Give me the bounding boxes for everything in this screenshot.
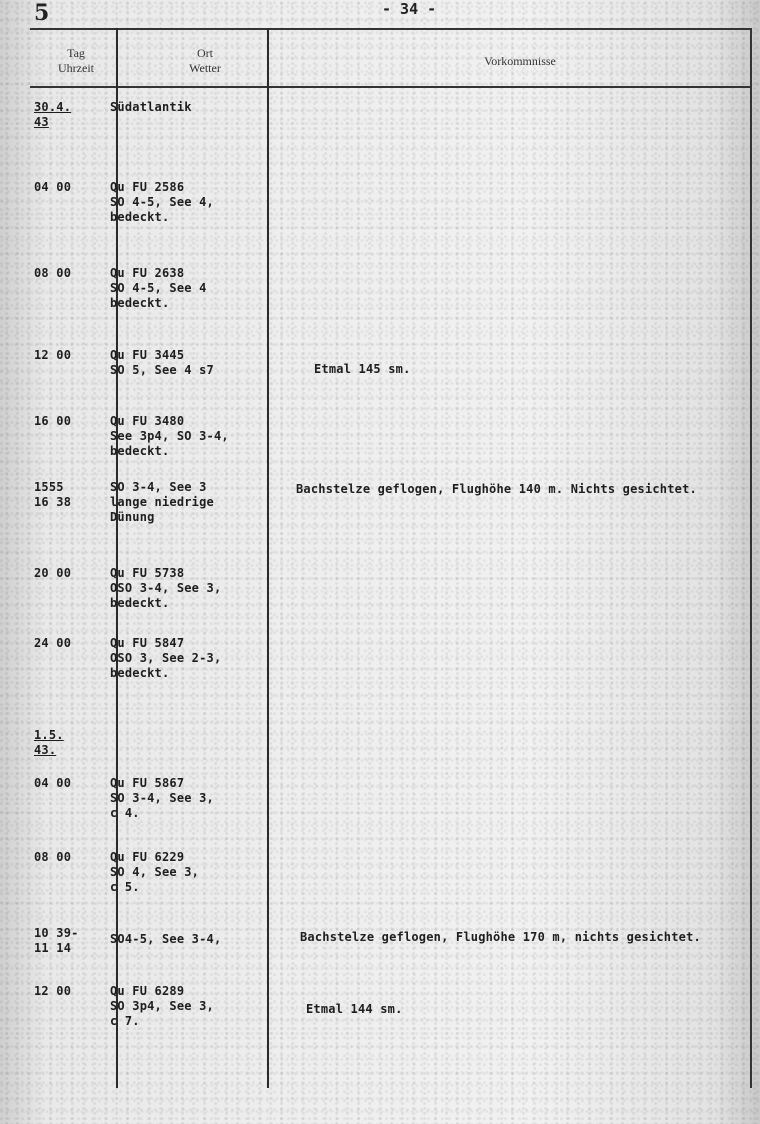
entry-place: Qu FU 3480 See 3p4, SO 3-4, bedeckt. <box>110 414 229 458</box>
entry-place: Qu FU 5738 OSO 3-4, See 3, bedeckt. <box>110 566 222 610</box>
entry-time: 10 39- 11 14 <box>34 926 79 955</box>
header-day-time <box>40 46 112 76</box>
entry-time: 1555 16 38 <box>34 480 72 509</box>
page-number: - 34 - <box>382 0 437 18</box>
table-top-rule <box>30 28 752 30</box>
entry-event: Etmal 145 sm. <box>314 362 411 376</box>
entry-event: Etmal 144 sm. <box>306 1002 403 1016</box>
entry-place: Qu FU 5867 SO 3-4, See 3, c 4. <box>110 776 214 820</box>
entry-place: Qu FU 3445 SO 5, See 4 s7 <box>110 348 214 377</box>
entry-place: Qu FU 5847 OSO 3, See 2-3, bedeckt. <box>110 636 222 680</box>
entry-time: 16 00 <box>34 414 72 428</box>
entry-place: SO 3-4, See 3 lange niedrige Dünung <box>110 480 214 524</box>
entry-time: 04 00 <box>34 180 72 194</box>
entry-time: 04 00 <box>34 776 72 790</box>
entry-place: Qu FU 6229 SO 4, See 3, c 5. <box>110 850 200 894</box>
table-right-rule <box>750 28 752 1088</box>
entry-event: Bachstelze geflogen, Flughöhe 170 m, nichts gesichtet. <box>300 930 701 944</box>
corner-mark: 5 <box>34 0 50 26</box>
entry-time: 30.4. 43 <box>34 100 72 129</box>
entry-time: 20 00 <box>34 566 72 580</box>
entry-time: 24 00 <box>34 636 72 650</box>
entry-time: 08 00 <box>34 266 72 280</box>
entry-place: SO4-5, See 3-4, <box>110 932 222 946</box>
entry-time: 08 00 <box>34 850 72 864</box>
entry-event: Bachstelze geflogen, Flughöhe 140 m. Nichts gesichtet. <box>296 482 697 496</box>
entry-time: 12 00 <box>34 348 72 362</box>
entry-time: 12 00 <box>34 984 72 998</box>
entry-place: Qu FU 2638 SO 4-5, See 4 bedeckt. <box>110 266 207 310</box>
entry-place: Südatlantik <box>110 100 192 114</box>
entry-place: Qu FU 2586 SO 4-5, See 4, bedeckt. <box>110 180 214 224</box>
header-place-label: Ort <box>197 46 213 60</box>
header-events: Vorkommnisse <box>484 54 556 68</box>
entry-place: Qu FU 6289 SO 3p4, See 3, c 7. <box>110 984 214 1028</box>
table-header-rule <box>30 86 752 88</box>
header-time-label: Uhrzeit <box>58 61 94 75</box>
header-weather-label: Wetter <box>189 61 221 75</box>
header-day-label: Tag <box>67 46 85 60</box>
header-place-weather <box>150 46 260 76</box>
entry-date: 1.5. 43. <box>34 728 64 757</box>
